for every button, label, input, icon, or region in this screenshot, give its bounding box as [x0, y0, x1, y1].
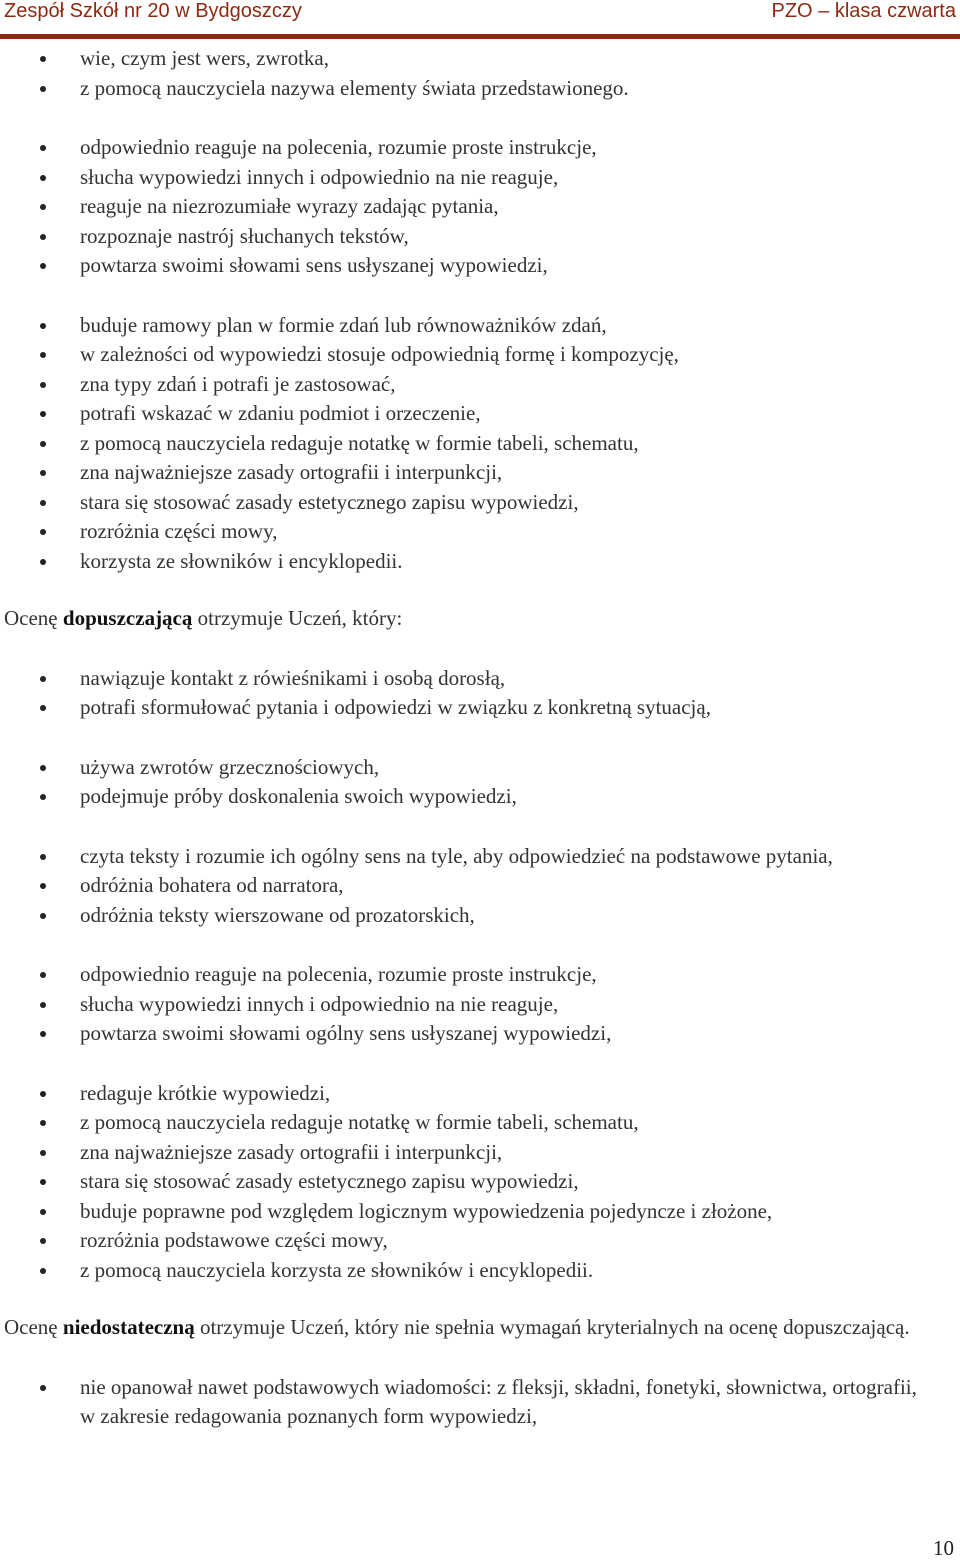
list-item-text: potrafi wskazać w zdaniu podmiot i orzeczenie, — [80, 401, 481, 425]
list-item-text: podejmuje próby doskonalenia swoich wypowiedzi, — [80, 784, 517, 808]
bullet-icon — [40, 854, 46, 860]
list-item — [0, 1079, 960, 1109]
list-item — [0, 517, 960, 547]
list-item-text: odpowiednio reaguje na polecenia, rozumie proste instrukcje, — [80, 962, 597, 986]
document-body — [0, 44, 960, 1432]
list-item — [0, 693, 960, 723]
list-item — [0, 547, 960, 577]
list-item-text: potrafi sformułować pytania i odpowiedzi w związku z konkretną sytuacją, — [80, 695, 711, 719]
grade-name: niedostateczną — [62, 1315, 195, 1339]
bullet-icon — [40, 1031, 46, 1037]
grade-paragraph-niedostateczna: Ocenę niedostateczną otrzymuje Uczeń, który nie spełnia wymagań kryterialnych na ocenę dopuszczającą. — [4, 1315, 910, 1339]
list-item — [0, 222, 960, 252]
bullet-icon — [40, 411, 46, 417]
list-item — [0, 842, 960, 872]
page-number: 10 — [933, 1536, 954, 1560]
list-item — [0, 163, 960, 193]
requirements-top — [0, 44, 960, 576]
list-item — [0, 782, 960, 812]
bullet-icon — [40, 1002, 46, 1008]
list-item-text: czyta teksty i rozumie ich ogólny sens na tyle, aby odpowiedzieć na podstawowe pytania, — [80, 843, 833, 868]
list-item — [0, 1226, 960, 1256]
bullet-icon — [40, 352, 46, 358]
list-item-text: z pomocą nauczyciela nazywa elementy świata przedstawionego. — [80, 75, 629, 100]
bullet-icon — [40, 883, 46, 889]
list-item-text: w zależności od wypowiedzi stosuje odpowiednią formę i kompozycję, — [80, 342, 679, 366]
bullet-icon — [40, 204, 46, 210]
list-item-text: słucha wypowiedzi innych i odpowiednio na nie reaguje, — [80, 991, 559, 1016]
header-school-name: Zespół Szkół nr 20 w Bydgoszczy — [4, 0, 302, 22]
list-item-text: wie, czym jest wers, zwrotka, — [80, 46, 329, 70]
bullet-icon — [40, 1209, 46, 1215]
list-item — [0, 74, 960, 104]
bullet-icon — [40, 1179, 46, 1185]
list-item-text: rozróżnia części mowy, — [80, 519, 278, 543]
bullet-icon — [40, 972, 46, 978]
list-item — [0, 1373, 960, 1432]
list-item-text: buduje poprawne pod względem logicznym wypowiedzenia pojedyncze i złożone, — [80, 1198, 773, 1223]
bullet-list — [0, 44, 960, 103]
list-item-text: odróżnia teksty wierszowane od prozatorskich, — [80, 902, 475, 927]
list-item-text: z pomocą nauczyciela korzysta ze słowników i encyklopedii. — [80, 1257, 594, 1282]
bullet-icon — [40, 323, 46, 329]
grade-name: dopuszczającą — [62, 606, 193, 630]
list-item-text: korzysta ze słowników i encyklopedii. — [80, 548, 403, 573]
list-item — [0, 1019, 960, 1049]
bullet-icon — [40, 676, 46, 682]
list-item-text: słucha wypowiedzi innych i odpowiednio na nie reaguje, — [80, 164, 559, 189]
list-item — [0, 1256, 960, 1286]
bullet-icon — [40, 263, 46, 269]
bullet-icon — [40, 500, 46, 506]
bullet-icon — [40, 1091, 46, 1097]
list-item-text: odróżnia bohatera od narratora, — [80, 873, 344, 897]
header-rule — [0, 34, 960, 39]
list-item — [0, 192, 960, 222]
bullet-icon — [40, 794, 46, 800]
list-item-text: rozróżnia podstawowe części mowy, — [80, 1228, 388, 1252]
list-item-text: redaguje krótkie wypowiedzi, — [80, 1080, 331, 1105]
list-item — [0, 1138, 960, 1168]
bullet-icon — [40, 441, 46, 447]
list-item-text: zna typy zdań i potrafi je zastosować, — [80, 371, 396, 396]
list-item — [0, 990, 960, 1020]
bullet-icon — [40, 86, 46, 92]
list-item — [0, 399, 960, 429]
list-item-text: używa zwrotów grzecznościowych, — [80, 754, 380, 779]
list-item-text: nie opanował nawet podstawowych wiadomości: z fleksji, składni, fonetyki, słownictwa, ortografii, w zakresie redagowania poznanych form wypowiedzi, — [80, 1374, 917, 1428]
list-item — [0, 340, 960, 370]
bullet-list — [0, 133, 960, 281]
list-item-text: odpowiednio reaguje na polecenia, rozumie proste instrukcje, — [80, 135, 597, 159]
bullet-list — [0, 753, 960, 812]
bullet-icon — [40, 765, 46, 771]
list-item — [0, 753, 960, 783]
list-item — [0, 901, 960, 931]
bullet-icon — [40, 1385, 46, 1391]
list-item — [0, 133, 960, 163]
bullet-icon — [40, 1120, 46, 1126]
list-item-text: stara się stosować zasady estetycznego zapisu wypowiedzi, — [80, 1169, 579, 1193]
bullet-icon — [40, 1150, 46, 1156]
header-document-title: PZO – klasa czwarta — [771, 0, 956, 22]
list-item — [0, 44, 960, 74]
bullet-list — [0, 311, 960, 577]
list-item-text: stara się stosować zasady estetycznego zapisu wypowiedzi, — [80, 489, 579, 514]
list-item-text: zna najważniejsze zasady ortografii i interpunkcji, — [80, 460, 503, 484]
bullet-icon — [40, 470, 46, 476]
list-item-text: reaguje na niezrozumiałe wyrazy zadając pytania, — [80, 194, 499, 218]
bullet-list — [0, 1373, 960, 1432]
list-item-text: powtarza swoimi słowami ogólny sens usłyszanej wypowiedzi, — [80, 1021, 612, 1045]
bullet-list — [0, 1079, 960, 1286]
list-item — [0, 664, 960, 694]
list-item — [0, 370, 960, 400]
bullet-icon — [40, 234, 46, 240]
list-item-text: z pomocą nauczyciela redaguje notatkę w formie tabeli, schematu, — [80, 430, 639, 455]
bullet-icon — [40, 175, 46, 181]
list-item — [0, 488, 960, 518]
bullet-icon — [40, 529, 46, 535]
list-item-text: z pomocą nauczyciela redaguje notatkę w formie tabeli, schematu, — [80, 1110, 639, 1134]
bullet-list — [0, 960, 960, 1049]
list-item-text: rozpoznaje nastrój słuchanych tekstów, — [80, 223, 409, 248]
bullet-icon — [40, 56, 46, 62]
bullet-icon — [40, 913, 46, 919]
list-item-text: zna najważniejsze zasady ortografii i interpunkcji, — [80, 1139, 503, 1164]
page-header — [0, 0, 960, 28]
list-item — [0, 1108, 960, 1138]
list-item-text: powtarza swoimi słowami sens usłyszanej wypowiedzi, — [80, 253, 548, 277]
list-item — [0, 251, 960, 281]
list-item — [0, 960, 960, 990]
bullet-icon — [40, 705, 46, 711]
list-item-text: buduje ramowy plan w formie zdań lub równoważników zdań, — [80, 312, 607, 337]
list-item — [0, 458, 960, 488]
list-item — [0, 311, 960, 341]
grade-paragraph-dopuszczajaca: Ocenę dopuszczającą otrzymuje Uczeń, który: — [4, 606, 403, 630]
bullet-icon — [40, 559, 46, 565]
requirements-dopuszczajaca — [0, 664, 960, 1286]
bullet-icon — [40, 1238, 46, 1244]
bullet-icon — [40, 145, 46, 151]
bullet-list — [0, 842, 960, 931]
list-item — [0, 871, 960, 901]
list-item-text: nawiązuje kontakt z rówieśnikami i osobą dorosłą, — [80, 665, 506, 690]
list-item — [0, 1197, 960, 1227]
bullet-icon — [40, 382, 46, 388]
bullet-list — [0, 664, 960, 723]
list-item — [0, 429, 960, 459]
bullet-icon — [40, 1268, 46, 1274]
list-item — [0, 1167, 960, 1197]
requirements-niedostateczna — [0, 1373, 960, 1432]
